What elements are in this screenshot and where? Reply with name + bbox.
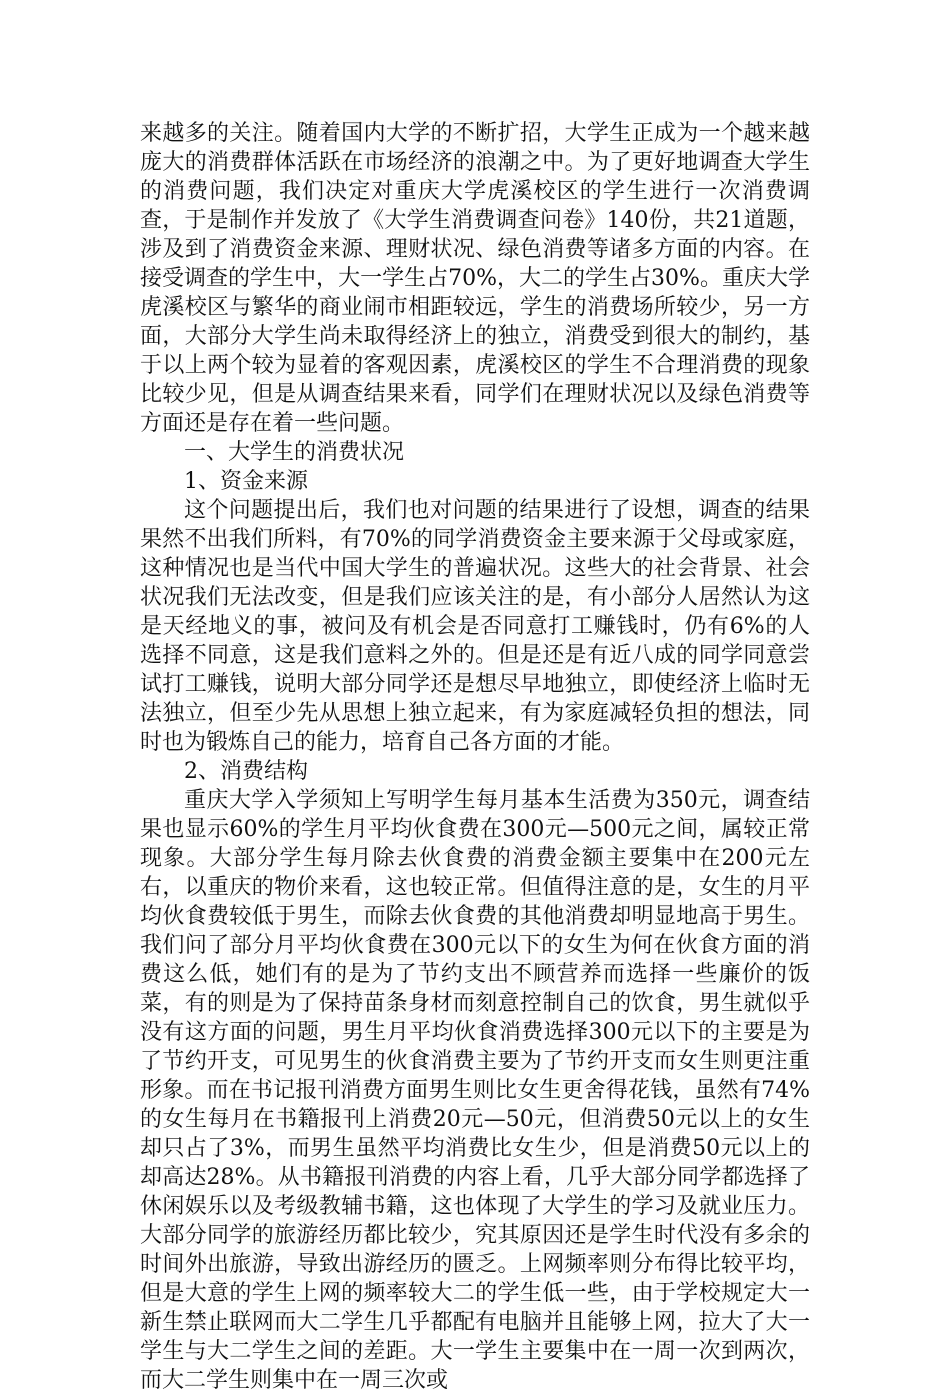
- subsection-heading-consumption-structure: 2、消费结构: [184, 759, 308, 784]
- intro-paragraph: 来越多的关注。随着国内大学的不断扩招，大学生正成为一个越来越庞大的消费群体活跃在市场经济的浪潮之中。为了更好地调查大学生的消费问题，我们决定对重庆大学虎溪校区的学生进行一次消费调查，于是制作并发放了《大学生消费调查问卷》140份，共21道题，涉及到了消费资金来源、理财状况、绿色消费等诸多方面的内容。在接受调查的学生中，大一学生占70%，大二的学生占30%。重庆大学虎溪校区与繁华的商业闹市相距较远，学生的消费场所较少，另一方面，大部分大学生尚未取得经济上的独立，消费受到很大的制约，基于以上两个较为显着的客观因素，虎溪校区的学生不合理消费的现象比较少见，但是从调查结果来看，同学们在理财状况以及绿色消费等方面还是存在着一些问题。: [140, 121, 810, 436]
- consumption-structure-paragraph: 重庆大学入学须知上写明学生每月基本生活费为350元，调查结果也显示60%的学生月平均伙食费在300元—500元之间，属较正常现象。大部分学生每月除去伙食费的消费金额主要集中在200元左右，以重庆的物价来看，这也较正常。但值得注意的是，女生的月平均伙食费较低于男生，而除去伙食费的其他消费却明显地高于男生。我们问了部分月平均伙食费在300元以下的女生为何在伙食方面的消费这么低，她们有的是为了节约支出不顾营养而选择一些廉价的饭菜，有的则是为了保持苗条身材而刻意控制自己的饮食，男生就似乎没有这方面的问题，男生月平均伙食消费选择300元以下的主要是为了节约开支，可见男生的伙食消费主要为了节约开支而女生则更注重形象。而在书记报刊消费方面男生则比女生更舍得花钱，虽然有74%的女生每月在书籍报刊上消费20元—50元，但消费50元以上的女生却只占了3%，而男生虽然平均消费比女生少，但是消费50元以上的却高达28%。从书籍报刊消费的内容上看，几乎大部分同学都选择了休闲娱乐以及考级教辅书籍，这也体现了大学生的学习及就业压力。大部分同学的旅游经历都比较少，究其原因还是学生时代没有多余的时间外出旅游，导致出游经历的匮乏。上网频率则分布得比较平均，但是大意的学生上网的频率较大二的学生低一些，由于学校规定大一新生禁止联网而大二学生几乎都配有电脑并且能够上网，拉大了大一学生与大二学生之间的差距。大一学生主要集中在一周一次到两次，而大二学生则集中在一周三次或: [140, 788, 810, 1393]
- document-body: [140, 119, 810, 1395]
- section-heading-consumption-status: 一、大学生的消费状况: [184, 440, 405, 465]
- subsection-heading-funding-source: 1、资金来源: [184, 469, 308, 494]
- funding-source-paragraph: 这个问题提出后，我们也对问题的结果进行了设想，调查的结果果然不出我们所料，有70%的同学消费资金主要来源于父母或家庭，这种情况也是当代中国大学生的普遍状况。这些大的社会背景、社会状况我们无法改变，但是我们应该关注的是，有小部分人居然认为这是天经地义的事，被问及有机会是否同意打工赚钱时，仍有6%的人选择不同意，这是我们意料之外的。但是还是有近八成的同学同意尝试打工赚钱，说明大部分同学还是想尽早地独立，即使经济上临时无法独立，但至少先从思想上独立起来，有为家庭减轻负担的想法，同时也为锻炼自己的能力，培育自己各方面的才能。: [140, 498, 810, 755]
